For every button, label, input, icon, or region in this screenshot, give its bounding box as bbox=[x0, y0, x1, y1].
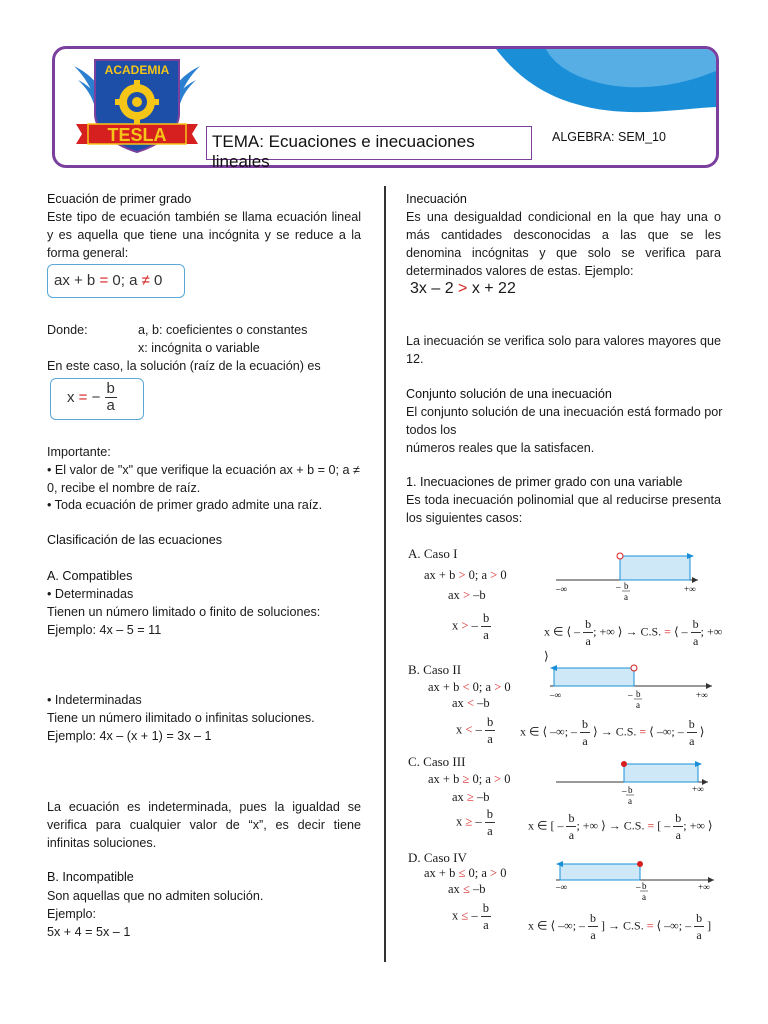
academia-tesla-logo bbox=[62, 52, 212, 160]
case-3-number-line bbox=[552, 758, 712, 808]
svg-text:b: b bbox=[628, 785, 633, 795]
svg-text:–: – bbox=[636, 882, 641, 892]
indeterminadas-description: Tiene un número ilimitado o infinitas soluciones. bbox=[47, 711, 315, 725]
case-4-solution: x ≤ – $\frac{b}{a}$ bbox=[452, 901, 489, 932]
case-1-step: ax > –b bbox=[448, 588, 486, 602]
case-4-step: ax ≤ –b bbox=[448, 882, 486, 896]
importante-item-2: • Toda ecuación de primer grado admite una raíz. bbox=[47, 498, 323, 512]
svg-text:b: b bbox=[642, 881, 647, 891]
svg-text:TESLA: TESLA bbox=[107, 125, 167, 145]
svg-text:–∞: –∞ bbox=[556, 584, 567, 594]
svg-text:–: – bbox=[628, 690, 633, 700]
case-2-step: ax < –b bbox=[452, 696, 490, 710]
case-2 bbox=[404, 662, 724, 762]
paragraph-conjunto-2: números reales que la satisfacen. bbox=[406, 441, 595, 455]
case-3-solution: x ≥ – $\frac{b}{a}$ bbox=[456, 807, 493, 838]
determinadas-example: Ejemplo: 4x – 5 = 11 bbox=[47, 623, 162, 637]
case-2-inequality: ax + b < 0; a > 0 bbox=[428, 680, 511, 694]
inequality-example: 3x – 2 > x + 22 bbox=[410, 280, 516, 297]
svg-text:b: b bbox=[624, 581, 629, 591]
donde-incognita: x: incógnita o variable bbox=[138, 341, 260, 355]
case-2-solution: x < – $\frac{b}{a}$ bbox=[456, 715, 494, 746]
heading-conjunto-solucion: Conjunto solución de una inecuación bbox=[406, 387, 612, 401]
paragraph-casos: Es toda inecuación polinomial que al reducirse presenta los siguientes casos: bbox=[406, 493, 721, 525]
svg-text:–: – bbox=[622, 786, 627, 796]
case-1 bbox=[404, 546, 724, 663]
subheading-determinadas: • Determinadas bbox=[47, 587, 134, 601]
case-2-title: B. Caso II bbox=[408, 662, 462, 677]
importante-item-1: • El valor de "x" que verifique la ecuación ax + b = 0; a ≠ 0, recibe el nombre de raíz. bbox=[47, 463, 360, 495]
indeterminadas-note: La ecuación es indeterminada, pues la igualdad se verifica para cualquier valor de “x”, es decir tiene infinitas soluciones. bbox=[47, 800, 361, 850]
case-4-solution-set: x ∈ ⟨ –∞; – $\frac{b}{a}$ ] → C.S. = ⟨ –∞; – $\frac{b}{a}$ ] bbox=[528, 911, 712, 942]
donde-coeficientes: a, b: coeficientes o constantes bbox=[138, 323, 308, 337]
solution-formula-box: x = − $\frac{b}{a}$ bbox=[50, 378, 144, 420]
incompatible-example: 5x + 4 = 5x – 1 bbox=[47, 925, 131, 939]
paragraph-definicion: Este tipo de ecuación también se llama ecuación lineal y es aquella que tiene una incógnita y se reduce a la forma general: bbox=[47, 210, 361, 260]
case-3-solution-set: x ∈ [ – $\frac{b}{a}$ ; +∞ ⟩ → C.S. = [ – $\frac{b}{a}$ ; +∞ ⟩ bbox=[528, 811, 713, 842]
svg-text:a: a bbox=[628, 796, 632, 806]
svg-text:–: – bbox=[616, 582, 621, 592]
svg-text:a: a bbox=[624, 592, 628, 602]
heading-compatibles: A. Compatibles bbox=[47, 569, 133, 583]
paragraph-conjunto-1: El conjunto solución de una inecuación está formado por todos los bbox=[406, 405, 723, 437]
topic-title: TEMA: Ecuaciones e inecuaciones lineales bbox=[206, 126, 532, 160]
general-form-box: ax + b = 0; a ≠ 0 bbox=[47, 264, 185, 298]
heading-primer-grado-variable: 1. Inecuaciones de primer grado con una variable bbox=[406, 475, 683, 489]
svg-text:–∞: –∞ bbox=[556, 882, 567, 892]
case-2-number-line bbox=[546, 662, 716, 712]
heading-inecuacion: Inecuación bbox=[406, 192, 467, 206]
svg-text:+∞: +∞ bbox=[684, 584, 696, 594]
case-4 bbox=[404, 850, 724, 950]
incompatible-example-label: Ejemplo: bbox=[47, 907, 96, 921]
subheading-indeterminadas: • Indeterminadas bbox=[47, 693, 142, 707]
importante-label: Importante: bbox=[47, 445, 111, 459]
course-label: ALGEBRA: SEM_10 bbox=[552, 130, 666, 144]
heading-incompatible: B. Incompatible bbox=[47, 870, 134, 884]
column-divider bbox=[384, 186, 386, 962]
heading-clasificacion: Clasificación de las ecuaciones bbox=[47, 533, 223, 547]
case-4-number-line bbox=[552, 856, 718, 902]
case-2-solution-set: x ∈ ⟨ –∞; – $\frac{b}{a}$ ⟩ → C.S. = ⟨ –∞; – $\frac{b}{a}$ ⟩ bbox=[520, 717, 705, 748]
paragraph-solucion: En este caso, la solución (raíz de la ecuación) es bbox=[47, 359, 321, 373]
svg-text:+∞: +∞ bbox=[692, 784, 704, 794]
case-1-solution: x > – $\frac{b}{a}$ bbox=[452, 611, 490, 642]
svg-text:a: a bbox=[636, 700, 640, 710]
svg-text:a: a bbox=[642, 892, 646, 902]
case-4-title: D. Caso IV bbox=[408, 850, 467, 865]
case-3-title: C. Caso III bbox=[408, 754, 466, 769]
svg-text:+∞: +∞ bbox=[696, 690, 708, 700]
incompatible-description: Son aquellas que no admiten solución. bbox=[47, 889, 264, 903]
case-3-step: ax ≥ –b bbox=[452, 790, 490, 804]
svg-text:b: b bbox=[636, 689, 641, 699]
case-4-inequality: ax + b ≤ 0; a > 0 bbox=[424, 866, 507, 880]
case-1-title: A. Caso I bbox=[408, 546, 458, 561]
determinadas-description: Tienen un número limitado o finito de soluciones: bbox=[47, 605, 321, 619]
case-1-inequality: ax + b > 0; a > 0 bbox=[424, 568, 507, 582]
case-3 bbox=[404, 754, 724, 854]
donde-label: Donde: bbox=[47, 323, 88, 337]
paragraph-inecuacion: Es una desigualdad condicional en la que hay una o más cantidades desconocidas a las que se les denomina incógnitas y que solo se verifica para determinados valores de estas. Ejemplo: bbox=[406, 210, 721, 278]
svg-text:+∞: +∞ bbox=[698, 882, 710, 892]
heading-ecuacion-primer-grado: Ecuación de primer grado bbox=[47, 192, 192, 206]
case-3-inequality: ax + b ≥ 0; a > 0 bbox=[428, 772, 511, 786]
case-1-number-line bbox=[552, 548, 702, 604]
case-1-solution-set: x ∈ ⟨ – $\frac{b}{a}$ ; +∞ ⟩ → C.S. = ⟨ – $\frac{b}{a}$ ; +∞ ⟩ bbox=[544, 617, 723, 663]
svg-text:ACADEMIA: ACADEMIA bbox=[104, 63, 170, 77]
indeterminadas-example: Ejemplo: 4x – (x + 1) = 3x – 1 bbox=[47, 729, 212, 743]
paragraph-verifica: La inecuación se verifica solo para valores mayores que 12. bbox=[406, 334, 721, 366]
svg-text:–∞: –∞ bbox=[550, 690, 561, 700]
